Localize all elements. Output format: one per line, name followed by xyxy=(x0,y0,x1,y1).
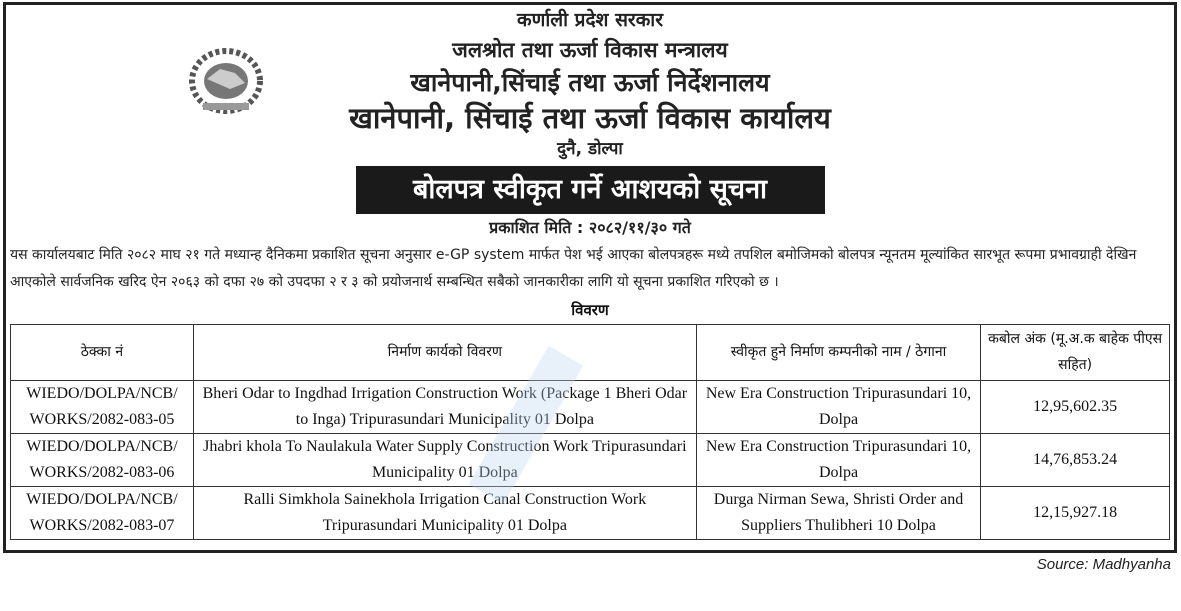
contract-no: WIEDO/DOLPA/NCB/ WORKS/2082-083-07 xyxy=(11,486,194,539)
directorate-name: खानेपानी,सिंचाई तथा ऊर्जा निर्देशनालय xyxy=(410,68,770,97)
header-work-description: निर्माण कार्यको विवरण xyxy=(193,324,696,380)
source-credit: Source: Madhyanha xyxy=(1036,555,1171,573)
notice-title: बोलपत्र स्वीकृत गर्ने आशयको सूचना xyxy=(356,166,825,214)
header-contract-no: ठेक्का नं xyxy=(11,324,194,380)
company: New Era Construction Tripurasundari 10, Dolpa xyxy=(696,380,980,433)
government-emblem-icon xyxy=(185,43,267,115)
ministry-name: जलश्रोत तथा ऊर्जा विकास मन्त्रालय xyxy=(452,37,728,62)
province-name: कर्णाली प्रदेश सरकार xyxy=(516,9,663,31)
bid-amount: 12,15,927.18 xyxy=(981,486,1170,539)
company: New Era Construction Tripurasundari 10, Dolpa xyxy=(696,433,980,486)
office-location: दुनै, डोल्पा xyxy=(557,138,623,159)
table-row xyxy=(11,380,1170,433)
bid-amount: 14,76,853.24 xyxy=(981,433,1170,486)
header-bid-amount: कबोल अंक (मू.अ.क बाहेक पीएस सहित) xyxy=(981,324,1170,380)
published-date: प्रकाशित मिति : २०८२/११/३० गते xyxy=(489,217,691,237)
header-company: स्वीकृत हुने निर्माण कम्पनीको नाम / ठेगाना xyxy=(696,324,980,380)
notice-border xyxy=(3,2,1177,553)
contract-no: WIEDO/DOLPA/NCB/ WORKS/2082-083-05 xyxy=(11,380,194,433)
bid-table xyxy=(10,324,1170,540)
table-row xyxy=(11,486,1170,539)
work-description: Jhabri khola To Naulakula Water Supply Construction Work Tripurasundari Municipality 01 Dolpa xyxy=(193,433,696,486)
table-header-row xyxy=(11,324,1170,380)
bid-amount: 12,95,602.35 xyxy=(981,380,1170,433)
section-label: विवरण xyxy=(571,300,609,319)
notice-body: यस कार्यालयबाट मिति २०८२ माघ २१ गते मध्यान्ह दैनिकमा प्रकाशित सूचना अनुसार e-GP system मार्फत पेश भई आएका बोलपत्रहरू मध्ये तपशिल बमोजिमको बोलपत्र न्यूनतम मूल्यांकित सारभूत रूपमा प्रभावग्राही देखिन आएकोले सार्वजनिक खरिद ऐन २०६३ को दफा २७ को उपदफा २ र ३ को प्रयोजनार्थ सम्बन्धित सबैको जानकारीका लागि यो सूचना प्रकाशित गरिएको छ । xyxy=(10,246,1137,290)
work-description: Ralli Simkhola Sainekhola Irrigation Canal Construction Work Tripurasundari Municipality 01 Dolpa xyxy=(193,486,696,539)
work-description: Bheri Odar to Ingdhad Irrigation Construction Work (Package 1 Bheri Odar to Inga) Tripurasundari Municipality 01 Dolpa xyxy=(193,380,696,433)
company: Durga Nirman Sewa, Shristi Order and Suppliers Thulibheri 10 Dolpa xyxy=(696,486,980,539)
office-name: खानेपानी, सिंचाई तथा ऊर्जा विकास कार्यालय xyxy=(349,101,831,136)
contract-no: WIEDO/DOLPA/NCB/ WORKS/2082-083-06 xyxy=(11,433,194,486)
table-row xyxy=(11,433,1170,486)
